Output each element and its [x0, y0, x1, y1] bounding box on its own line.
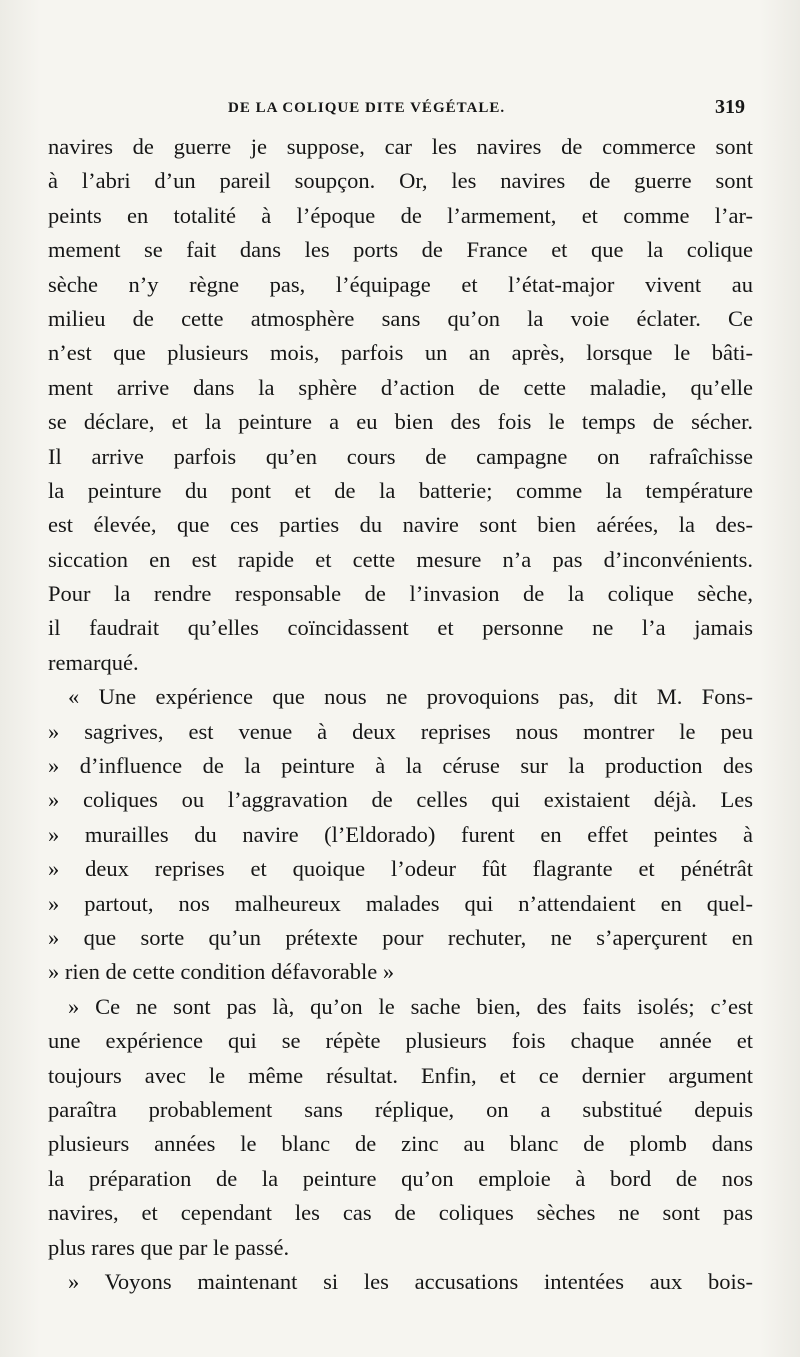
body-text	[48, 130, 753, 1299]
page-header	[48, 96, 753, 126]
text-line: se déclare, et la peinture a eu bien des fois le temps de sécher.	[48, 409, 753, 435]
text-line: une expérience qui se répète plusieurs fois chaque année et	[48, 1028, 753, 1054]
running-title: DE LA COLIQUE DITE VÉGÉTALE.	[228, 100, 506, 116]
text-line: » Ce ne sont pas là, qu’on le sache bien, des faits isolés; c’est	[68, 993, 753, 1019]
text-line: la peinture du pont et de la batterie; comme la température	[48, 477, 753, 503]
page-number: 319	[715, 96, 745, 118]
text-line: sèche n’y règne pas, l’équipage et l’état-major vivent au	[48, 271, 753, 297]
text-line: » rien de cette condition défavorable »	[48, 959, 395, 985]
text-line: à l’abri d’un pareil soupçon. Or, les navires de guerre sont	[48, 168, 753, 194]
text-line: est élevée, que ces parties du navire sont bien aérées, la des-	[48, 512, 753, 538]
text-line: remarqué.	[48, 649, 139, 675]
text-line: mement se fait dans les ports de France et que la colique	[48, 237, 753, 263]
text-line: » d’influence de la peinture à la céruse sur la production des	[48, 753, 753, 779]
text-line: plusieurs années le blanc de zinc au blanc de plomb dans	[48, 1131, 753, 1157]
text-line: peints en totalité à l’époque de l’armement, et comme l’ar-	[48, 202, 753, 228]
text-line: navires, et cependant les cas de coliques sèches ne sont pas	[48, 1200, 753, 1226]
text-line: » Voyons maintenant si les accusations intentées aux bois-	[68, 1268, 753, 1294]
text-line: » sagrives, est venue à deux reprises nous montrer le peu	[48, 718, 753, 744]
text-line: il faudrait qu’elles coïncidassent et personne ne l’a jamais	[48, 615, 753, 641]
text-line: n’est que plusieurs mois, parfois un an après, lorsque le bâti-	[48, 340, 753, 366]
text-line: plus rares que par le passé.	[48, 1234, 290, 1260]
text-line: « Une expérience que nous ne provoquions pas, dit M. Fons-	[68, 684, 753, 710]
text-line: la préparation de la peinture qu’on emploie à bord de nos	[48, 1165, 753, 1191]
text-line: Il arrive parfois qu’en cours de campagne on rafraîchisse	[48, 443, 753, 469]
text-line: » deux reprises et quoique l’odeur fût flagrante et pénétrât	[48, 856, 753, 882]
text-line: » que sorte qu’un prétexte pour rechuter, ne s’aperçurent en	[48, 924, 753, 950]
text-line: milieu de cette atmosphère sans qu’on la voie éclater. Ce	[48, 305, 753, 331]
text-line: toujours avec le même résultat. Enfin, et ce dernier argument	[48, 1062, 753, 1088]
text-line: paraîtra probablement sans réplique, on a substitué depuis	[48, 1096, 753, 1122]
text-line: Pour la rendre responsable de l’invasion de la colique sèche,	[48, 581, 753, 607]
text-line: » partout, nos malheureux malades qui n’attendaient en quel-	[48, 890, 753, 916]
text-line: » murailles du navire (l’Eldorado) furent en effet peintes à	[48, 821, 753, 847]
text-line: navires de guerre je suppose, car les navires de commerce sont	[48, 134, 753, 159]
text-line: ment arrive dans la sphère d’action de cette maladie, qu’elle	[48, 374, 753, 400]
text-line: » coliques ou l’aggravation de celles qui existaient déjà. Les	[48, 787, 753, 813]
text-line: siccation en est rapide et cette mesure n’a pas d’inconvénients.	[48, 546, 753, 572]
